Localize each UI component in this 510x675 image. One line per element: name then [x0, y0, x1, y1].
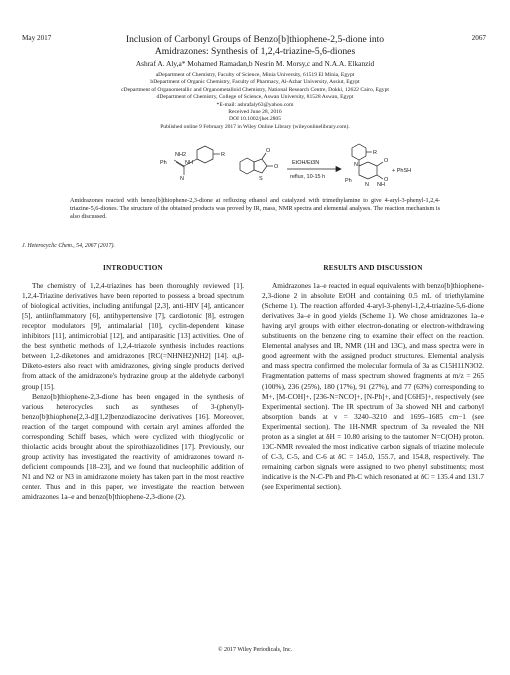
- product-n2: N: [365, 182, 369, 188]
- published-online: Published online 9 February 2017 in Wiley Online Library (wileyonlinelibrary.com).: [160, 123, 350, 130]
- title-line-1: Inclusion of Carbonyl Groups of Benzo[b]thiophene-2,5-dione into: [125, 34, 385, 45]
- introduction-paragraph-2: Benzo[b]thiophene-2,3-dione has been engaged in the synthesis of various heterocycles such as syntheses of 3-(phenyl)-benzo[b]thiophene[2,3-d][1,2]benzodiazocine derivatives [16]. Moreover, reaction of the target compound with certain aryl amines afforded the corresponding Schiff bases, which were cyclized with thioglycolic or thiolactic acids brought about the spirothiazolidines [17]. Previously, our group activity has investigated the reactivity of amidrazones toward π-deficient compounds [18–23], and we found that nucleophilic addition of N1 and N2 or N3 in amidrazone moiety has taken part in the most reactive center. Thus and in this paper, we investigate the reaction between amidrazones 1a–e and benzo[b]thiophene-2,3-dione (2).: [22, 391, 244, 502]
- corresponding-email: *E-mail: ashrafaly63@yahoo.com: [216, 101, 294, 108]
- affiliation-d: dDepartment of Chemistry, College of Science, Aswan University, 81528 Aswan, Egypt: [156, 94, 354, 101]
- product-nh: NH: [377, 182, 385, 188]
- author-list: Ashraf A. Aly,a* Mohamed Ramadan,b Nesrin M. Morsy,c and N.A.A. Elkanzid: [135, 59, 375, 68]
- scheme-n: N: [180, 176, 184, 182]
- product-ph: Ph: [345, 178, 352, 184]
- product-aryl-ring: [352, 144, 366, 160]
- doi: DOI 10.1002/jhet.2805: [228, 116, 282, 123]
- product-o1: O: [384, 158, 389, 164]
- benzothiophene-ring: [240, 158, 254, 174]
- scheme-s: S: [259, 176, 263, 182]
- affiliations: [0, 72, 510, 131]
- triazine-ring: [359, 162, 377, 179]
- affiliation-b: bDepartment of Organic Chemistry, Faculty of Pharmacy, Al-Azhar University, Assiut, Egypt: [150, 79, 360, 86]
- article-title: [0, 34, 510, 58]
- copyright-footer: © 2017 Wiley Periodicals, Inc.: [217, 647, 293, 653]
- scheme-nh2: NH2: [175, 152, 187, 158]
- introduction-column: [22, 263, 244, 502]
- reactant-aryl-ring: [197, 146, 213, 163]
- scheme-o2: O: [274, 164, 279, 170]
- product-r: R: [373, 150, 377, 156]
- journal-citation: J. Heterocyclic Chem., 54, 2067 (2017).: [22, 243, 115, 249]
- results-heading: RESULTS AND DISCUSSION: [323, 264, 423, 272]
- affiliation-a: aDepartment of Chemistry, Faculty of Science, Minia University, 61519 El Minia, Egypt: [155, 72, 355, 78]
- scheme-ph: Ph: [160, 160, 167, 166]
- byproduct: + PhSH: [392, 168, 412, 174]
- affiliation-c: cDepartment of Organometallic and Organometalloid Chemistry, National Research Centre, Dokki, 12622 Cairo, Egypt: [121, 86, 389, 93]
- reaction-scheme: [122, 142, 422, 192]
- scheme-conditions-bottom: reflux, 10-15 h: [290, 174, 326, 180]
- introduction-heading: INTRODUCTION: [103, 264, 163, 272]
- results-paragraph-1: Amidrazones 1a–e reacted in equal equivalents with benzo[b]thiophene-2,3-dione 2 in absolute EtOH and containing 0.5 mL of triethylamine (Scheme 1). The reaction afforded 4-aryl-3-phenyl-1,2,4-triazine-5,6-dione derivatives 3a–e in good yields (Scheme 1). We chose amidrazones 1a–e having aryl groups with either electron-donating or electron-withdrawing substituents on the benzene ring to examine their effect on the reaction. Elemental analyses and IR, NMR (1H and 13C), and mass spectra were in good agreement with the assigned product structures. Elemental analysis and mass spectra confirmed the molecular formula of 3a as C15H11N3O2. Fragmentation patterns of mass spectrum showed fragments at m/z = 265 (100%), 236 (25%), 180 (17%), 91 (27%), and 77 (63%) corresponding to M+, [M-COH]+, [236-N=NCO]+, [N-Ph]+, and [C6H5]+, respectively (see Experimental section). The IR spectrum of 3a showed NH and carbonyl absorption bands at ν = 3240–3210 and 1695–1685 cm−1 (see Experimental section). The 1H-NMR spectrum of 3a revealed the NH proton as a singlet at δH = 10.80 arising to the tautomer N=C(OH) proton. 13C-NMR revealed the most indicative carbon signals of triazine molecule of C-3, C-5, and C-6 at δC = 145.0, 155.7, and 154.8, respectively. The remaining carbon signals were assigned to two phenyl substituents; most indicative is the N-C-Ph and Ph-C which resonated at δC = 135.4 and 131.7 (see Experimental section).: [262, 281, 484, 491]
- page-number: 2067: [471, 34, 486, 42]
- running-date: May 2017: [22, 34, 52, 42]
- abstract: Amidrazones reacted with benzo[b]thiophene-2,3-dione at refluxing ethanol and catalyzed with trimethylamine to give 4-aryl-3-phenyl-1,2,4-triazine-5,6-diones. The structure of the obtained products was proved by IR, mass, NMR spectra and elemental analyses. The reaction mechanism is also discussed.: [70, 197, 440, 220]
- product-o2: O: [384, 177, 389, 183]
- received-date: Received June 28, 2016: [228, 109, 282, 116]
- scheme-nh: NH: [185, 160, 193, 166]
- introduction-paragraph-1: The chemistry of 1,2,4-triazines has been thoroughly reviewed [1]. 1,2,4-Triazine derivatives have been reported to possess a broad spectrum of biological activities, including antifungal [2,3], anti-HIV [4], anticancer [5], antiinflammatory [6], antihypertensive [7], cardiotonic [8], estrogen receptor modulators [9], antimalarial [10], cyclin-dependent kinase inhibitors [11], antimicrobial [12], and antiparasitic [13] activities. One of the best synthetic methods of 1,2,4-triazole synthesis includes reactions between 1,2-diketones and amidrazones [RC(=NHNH2)NH2] [14]. α,β-Diketo-esters also react with amidrazones, giving single products derived from attack of the amidrazone's hydrazine group at the aldehyde carbonyl group [15].: [22, 281, 244, 391]
- scheme-o1: O: [266, 148, 271, 154]
- results-column: [262, 263, 484, 492]
- scheme-r: R: [221, 152, 225, 158]
- product-n1: N: [354, 162, 358, 168]
- scheme-conditions-top: EtOH/Et3N: [292, 160, 320, 166]
- title-line-2: Amidrazones: Synthesis of 1,2,4-triazine-5,6-diones: [154, 46, 356, 57]
